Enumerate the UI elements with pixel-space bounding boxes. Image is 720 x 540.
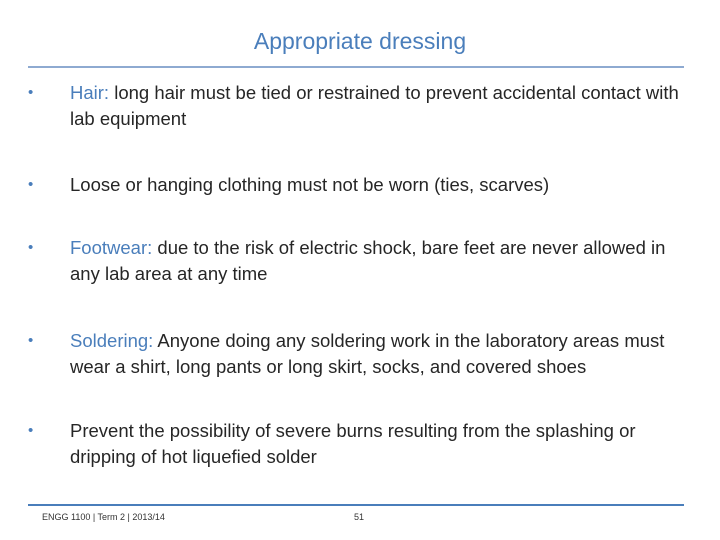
bullet-dot-icon: • [28, 422, 34, 439]
footer-divider [28, 504, 684, 506]
bullet-lead: Footwear: [70, 237, 153, 258]
bullet-text: long hair must be tied or restrained to prevent accidental contact with lab equipment [70, 82, 679, 129]
bullet-lead: Soldering: [70, 330, 154, 351]
bullet-dot-icon: • [28, 239, 34, 256]
bullet-text: Anyone doing any soldering work in the laboratory areas must wear a shirt, long pants or long skirt, socks, and covered shoes [70, 330, 665, 377]
bullet-item-clothing [28, 172, 700, 198]
bullet-item-footwear [28, 235, 700, 287]
bullet-item-burns [28, 418, 700, 470]
slide-title: Appropriate dressing [253, 28, 467, 54]
bullet-dot-icon: • [28, 332, 34, 349]
page-number: 51 [354, 512, 365, 522]
bullet-item-soldering [28, 328, 700, 380]
bullet-dot-icon: • [28, 84, 34, 101]
bullet-dot-icon: • [28, 176, 34, 193]
footer-course-info: ENGG 1100 | Term 2 | 2013/14 [42, 512, 165, 522]
bullet-lead: Hair: [70, 82, 110, 103]
bullet-text: due to the risk of electric shock, bare feet are never allowed in any lab area at any time [70, 237, 666, 284]
bullet-item-hair [28, 80, 700, 132]
bullet-text: Prevent the possibility of severe burns resulting from the splashing or dripping of hot liquefied solder [70, 420, 636, 467]
bullet-text: Loose or hanging clothing must not be worn (ties, scarves) [70, 174, 550, 195]
